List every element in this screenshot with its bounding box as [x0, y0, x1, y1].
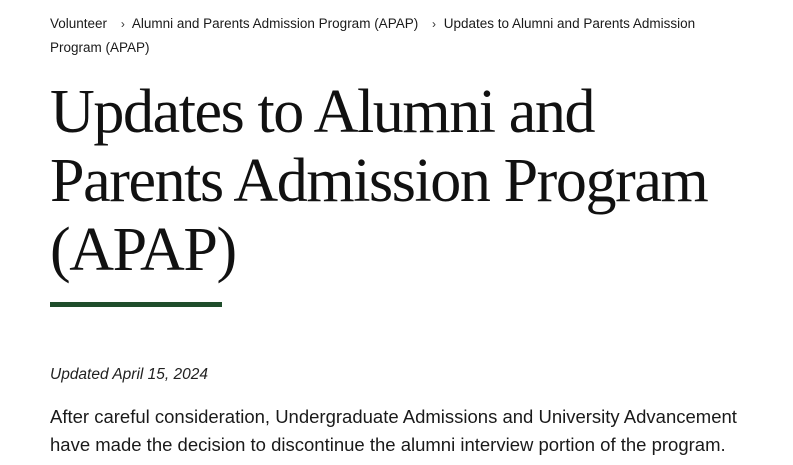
page-title: Updates to Alumni and Parents Admission Program (APAP): [50, 78, 708, 284]
intro-paragraph: After careful consideration, Undergraduate Admissions and University Advancement have made the decision to discontinue the alumni interview portion of the program.: [50, 406, 737, 455]
breadcrumb-separator-icon: ›: [120, 17, 125, 31]
title-accent-rule: [50, 302, 222, 307]
breadcrumb-current-page: Updates to Alumni and Parents Admission Program (APAP): [50, 16, 696, 55]
breadcrumb-separator-icon: ›: [431, 17, 436, 31]
breadcrumb: [50, 12, 750, 60]
breadcrumb-link-apap[interactable]: Alumni and Parents Admission Program (APAP): [131, 16, 419, 31]
breadcrumb-link-volunteer[interactable]: Volunteer: [50, 16, 108, 31]
updated-date: Updated April 15, 2024: [50, 366, 208, 383]
